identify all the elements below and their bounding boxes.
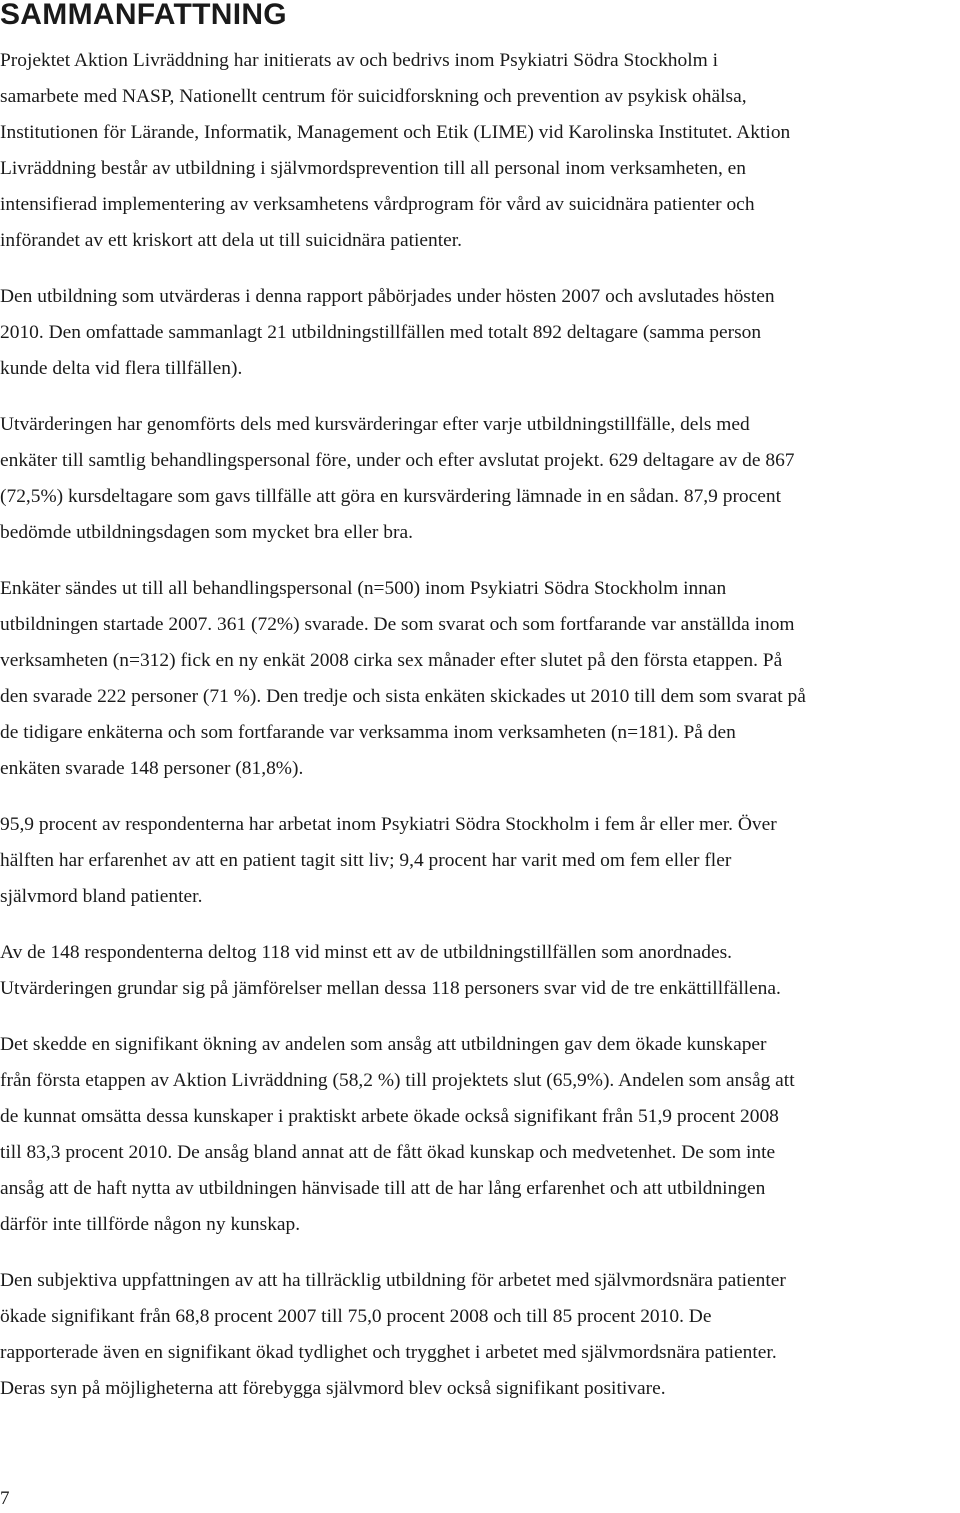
text-line: Det skedde en signifikant ökning av andelen som ansåg att utbildningen gav dem ökade kunskaper (0, 1034, 767, 1055)
text-line: från första etappen av Aktion Livräddning (58,2 %) till projektets slut (65,9%). Andelen som ansåg att (0, 1070, 795, 1091)
page-title: SAMMANFATTNING (0, 0, 287, 31)
paragraph-surveys (0, 571, 960, 787)
text-line: utbildningen startade 2007. 361 (72%) svarade. De som svarat och som fortfarande var anställda inom (0, 614, 795, 635)
paragraph-intro (0, 43, 960, 259)
text-line: hälften har erfarenhet av att en patient tagit sitt liv; 9,4 procent har varit med om fem eller fler (0, 850, 732, 871)
text-line: enkäter till samtlig behandlingspersonal före, under och efter avslutat projekt. 629 deltagare av de 867 (0, 450, 795, 471)
text-line: de kunnat omsätta dessa kunskaper i praktiskt arbete ökade också signifikant från 51,9 procent 2008 (0, 1106, 779, 1127)
text-line: Utvärderingen grundar sig på jämförelser mellan dessa 118 personers svar vid de tre enkättillfällena. (0, 978, 781, 999)
text-line: Projektet Aktion Livräddning har initierats av och bedrivs inom Psykiatri Södra Stockholm i (0, 50, 719, 71)
text-line: självmord bland patienter. (0, 886, 203, 907)
paragraph-evaluation (0, 407, 960, 551)
text-line: Den utbildning som utvärderas i denna rapport påbörjades under hösten 2007 och avslutades hösten (0, 286, 775, 307)
text-line: Utvärderingen har genomförts dels med kursvärderingar efter varje utbildningstillfälle, dels med (0, 414, 750, 435)
paragraph-gap (0, 551, 960, 571)
text-line: intensifierad implementering av verksamhetens vårdprogram för vård av suicidnära patienter och (0, 194, 755, 215)
paragraph-gap (0, 387, 960, 407)
text-line: Den subjektiva uppfattningen av att ha tillräcklig utbildning för arbetet med självmordsnära patienter (0, 1270, 786, 1291)
paragraph-gap (0, 1007, 960, 1027)
paragraph-subjective (0, 1263, 960, 1407)
text-line: Av de 148 respondenterna deltog 118 vid minst ett av de utbildningstillfällen som anordnades. (0, 942, 732, 963)
text-line: till 83,3 procent 2010. De ansåg bland annat att de fått ökad kunskap och medvetenhet. De som inte (0, 1142, 776, 1163)
paragraph-participation (0, 935, 960, 1007)
text-line: samarbete med NASP, Nationellt centrum för suicidforskning och prevention av psykisk ohälsa, (0, 86, 747, 107)
text-line: rapporterade även en signifikant ökad tydlighet och trygghet i arbetet med självmordsnära patienter. (0, 1342, 777, 1363)
text-line: de tidigare enkäterna och som fortfarande var verksamma inom verksamheten (n=181). På den (0, 722, 736, 743)
text-line: införandet av ett kriskort att dela ut till suicidnära patienter. (0, 230, 463, 251)
paragraph-gap (0, 259, 960, 279)
text-line: kunde delta vid flera tillfällen). (0, 358, 243, 379)
paragraph-gap (0, 915, 960, 935)
page-number: 7 (0, 1488, 10, 1509)
text-line: verksamheten (n=312) fick en ny enkät 2008 cirka sex månader efter slutet på den första etappen. På (0, 650, 783, 671)
paragraph-gap (0, 1243, 960, 1263)
paragraph-gap (0, 787, 960, 807)
text-line: den svarade 222 personer (71 %). Den tredje och sista enkäten skickades ut 2010 till dem som svarat på (0, 686, 806, 707)
paragraph-knowledge (0, 1027, 960, 1243)
text-line: bedömde utbildningsdagen som mycket bra eller bra. (0, 522, 413, 543)
paragraph-training (0, 279, 960, 387)
paragraph-respondents (0, 807, 960, 915)
text-line: Deras syn på möjligheterna att förebygga självmord blev också signifikant positivare. (0, 1378, 666, 1399)
text-line: (72,5%) kursdeltagare som gavs tillfälle att göra en kursvärdering lämnade in en sådan. 87,9 procent (0, 486, 782, 507)
summary-body (0, 43, 960, 1407)
text-line: Livräddning består av utbildning i självmordsprevention till all personal inom verksamheten, en (0, 158, 747, 179)
text-line: Institutionen för Lärande, Informatik, Management och Etik (LIME) vid Karolinska Institutet. Aktion (0, 122, 791, 143)
text-line: Enkäter sändes ut till all behandlingspersonal (n=500) inom Psykiatri Södra Stockholm innan (0, 578, 727, 599)
text-line: därför inte tillförde någon ny kunskap. (0, 1214, 301, 1235)
text-line: ökade signifikant från 68,8 procent 2007 till 75,0 procent 2008 och till 85 procent 2010. De (0, 1306, 712, 1327)
text-line: enkäten svarade 148 personer (81,8%). (0, 758, 304, 779)
text-line: 2010. Den omfattade sammanlagt 21 utbildningstillfällen med totalt 892 deltagare (samma person (0, 322, 762, 343)
text-line: ansåg att de haft nytta av utbildningen hänvisade till att de har lång erfarenhet och att utbildningen (0, 1178, 766, 1199)
text-line: 95,9 procent av respondenterna har arbetat inom Psykiatri Södra Stockholm i fem år eller mer. Över (0, 814, 777, 835)
